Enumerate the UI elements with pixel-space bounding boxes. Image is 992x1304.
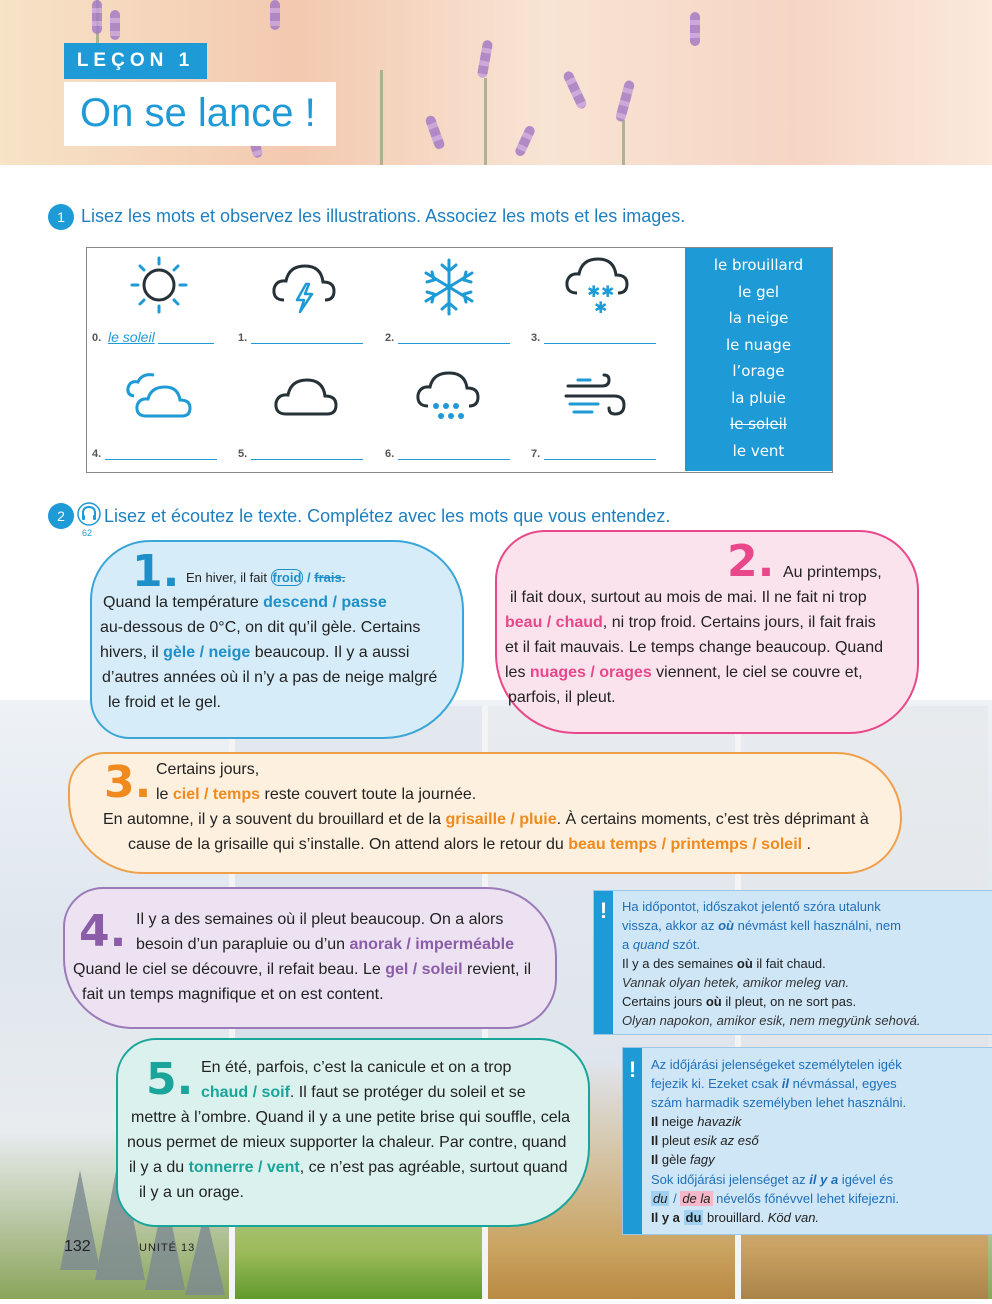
item-label: 6. bbox=[385, 448, 395, 460]
word-item: la pluie bbox=[731, 389, 786, 407]
bubble-4-line: Quand le ciel se découvre, il refait beau. Le gel / soleil revient, il bbox=[73, 961, 532, 978]
item-label: 2. bbox=[385, 332, 395, 344]
grammar-note-1: ! Ha időpontot, időszakot jelentő szóra utalunk vissza, akkor az où névmást kell használni, nem a quand szót. Il y a des semaines où il fait chaud. Vannak olyan hetek, amikor meleg van. Certains jours où il pleut, on ne sort pas. Olyan napokon, amikor esik, nem megyünk sehová. bbox=[593, 890, 992, 1035]
choice-option[interactable]: gèle / neige bbox=[163, 644, 251, 661]
answer-example: le soleil bbox=[108, 329, 155, 345]
bubble-2-line: les nuages / orages viennent, le ciel se couvre et, bbox=[505, 664, 863, 681]
bubble-5-line: En été, parfois, c’est la canicule et on a trop bbox=[201, 1059, 512, 1076]
bubble-5-line: il y a un orage. bbox=[139, 1184, 244, 1201]
bubble-3-line: le ciel / temps reste couvert toute la journée. bbox=[156, 786, 477, 803]
bubble-1-line: En hiver, il fait froid / frais. bbox=[186, 570, 346, 585]
bubble-3-line: cause de la grisaille qui s’installe. On attend alors le retour du beau temps / printemps / soleil . bbox=[128, 836, 811, 853]
bubble-1-line: le froid et le gel. bbox=[108, 694, 221, 711]
item-label: 4. bbox=[92, 448, 102, 460]
exercise-instruction: Lisez et écoutez le texte. Complétez avec les mots que vous entendez. bbox=[104, 506, 671, 526]
answer-blank[interactable] bbox=[105, 459, 217, 460]
word-item-used: le soleil bbox=[730, 415, 787, 433]
choice-option[interactable]: chaud / soif bbox=[201, 1084, 290, 1101]
rain-cloud-icon bbox=[414, 370, 484, 430]
bubble-5-line: nous permet de mieux supporter la chaleur. Par contre, quand bbox=[127, 1134, 567, 1151]
word-item: l’orage bbox=[732, 362, 785, 380]
bubble-1-line: hivers, il gèle / neige beaucoup. Il y a aussi bbox=[100, 644, 410, 661]
sun-icon bbox=[125, 255, 195, 315]
exercise-number: 2 bbox=[48, 503, 74, 529]
bubble-4-line: fait un temps magnifique et on est content. bbox=[82, 986, 384, 1003]
choice-option[interactable]: beau / chaud bbox=[505, 614, 603, 631]
answer-blank[interactable] bbox=[251, 459, 363, 460]
wind-icon bbox=[562, 372, 632, 432]
page-number: 132 bbox=[64, 1238, 91, 1255]
bubble-4-line: Il y a des semaines où il pleut beaucoup. On a alors bbox=[136, 911, 504, 928]
exercise-number: 1 bbox=[48, 204, 74, 230]
bubble-number: 5. bbox=[146, 1054, 194, 1105]
double-cloud-icon bbox=[124, 370, 194, 430]
warning-icon: ! bbox=[623, 1048, 642, 1234]
bubble-3-line: Certains jours, bbox=[156, 761, 260, 778]
choice-option[interactable]: tonnerre / vent bbox=[188, 1159, 300, 1176]
answer-blank[interactable] bbox=[398, 459, 510, 460]
choice-option[interactable]: anorak / imperméable bbox=[349, 936, 515, 953]
exercise-instruction: Lisez les mots et observez les illustrations. Associez les mots et les images. bbox=[81, 206, 686, 226]
bubble-number: 2. bbox=[727, 536, 775, 587]
snow-cloud-icon bbox=[563, 253, 633, 313]
bubble-1-line: d’autres années où il n’y a pas de neige malgré bbox=[102, 669, 438, 686]
storm-cloud-icon bbox=[270, 258, 340, 318]
item-label: 7. bbox=[531, 448, 541, 460]
word-item: le nuage bbox=[725, 336, 792, 354]
bubble-5-line: il y a du tonnerre / vent, ce n’est pas agréable, surtout quand bbox=[129, 1159, 568, 1176]
answer-blank[interactable] bbox=[398, 343, 510, 344]
choice-option[interactable]: descend / passe bbox=[263, 594, 387, 611]
chosen-answer: froid bbox=[272, 570, 302, 585]
item-label: 3. bbox=[531, 332, 541, 344]
bubble-2-line: Au printemps, bbox=[783, 564, 882, 581]
unit-label: UNITÉ 13 bbox=[139, 1242, 196, 1254]
choice-option[interactable]: gel / soleil bbox=[385, 961, 463, 978]
bubble-5-line: chaud / soif. Il faut se protéger du soleil et se bbox=[201, 1084, 526, 1101]
choice-option[interactable]: nuages / orages bbox=[529, 664, 652, 681]
word-item: le brouillard bbox=[713, 256, 804, 274]
bubble-2-line: il fait doux, surtout au mois de mai. Il ne fait ni trop bbox=[510, 589, 867, 606]
item-label: 5. bbox=[238, 448, 248, 460]
word-item: le vent bbox=[732, 442, 785, 460]
grammar-note-2: ! Az időjárási jelenségeket személytelen igék fejezik ki. Ezeket csak il névmással, egyes szám harmadik személyben lehet használni. Il neige havazik Il pleut esik az eső Il gèle fagy Sok időjárási jelenséget az il y a igével és du / de la névelős főnévvel lehet kifejezni. Il y a du brouillard. Köd van. bbox=[622, 1047, 992, 1235]
answer-blank[interactable] bbox=[544, 459, 656, 460]
cloud-icon bbox=[270, 370, 340, 430]
item-label: 0. bbox=[92, 332, 102, 344]
answer-blank[interactable] bbox=[544, 343, 656, 344]
bubble-number: 4. bbox=[79, 906, 127, 957]
word-bank bbox=[685, 248, 832, 471]
answer-blank[interactable] bbox=[251, 343, 363, 344]
choice-option[interactable]: grisaille / pluie bbox=[445, 811, 557, 828]
headphones-icon[interactable] bbox=[77, 502, 101, 531]
bubble-2-line: parfois, il pleut. bbox=[508, 689, 616, 706]
svg-text:✱: ✱ bbox=[587, 282, 601, 301]
bubble-number: 3. bbox=[104, 757, 152, 808]
track-number: 62 bbox=[82, 528, 93, 538]
word-item: la neige bbox=[728, 309, 789, 327]
bubble-3-line: En automne, il y a souvent du brouillard et de la grisaille / pluie. À certains moments, c’est très déprimant à bbox=[103, 811, 869, 828]
bubble-2-line: et il fait mauvais. Le temps change beaucoup. Quand bbox=[505, 639, 884, 656]
bubble-1-line: Quand la température descend / passe bbox=[103, 594, 387, 611]
choice-option[interactable]: beau temps / printemps / soleil bbox=[568, 836, 803, 853]
lesson-label: LEÇON 1 bbox=[64, 43, 207, 79]
page-title: On se lance ! bbox=[64, 82, 336, 146]
bubble-4-line: besoin d’un parapluie ou d’un anorak / imperméable bbox=[136, 936, 515, 953]
warning-icon: ! bbox=[594, 891, 613, 1034]
bubble-1-line: au-dessous de 0°C, on dit qu’il gèle. Certains bbox=[100, 619, 421, 636]
choice-option[interactable]: ciel / temps bbox=[172, 786, 261, 803]
snowflake-icon bbox=[414, 256, 484, 316]
bubble-2-line: beau / chaud, ni trop froid. Certains jours, il fait frais bbox=[505, 614, 876, 631]
item-label: 1. bbox=[238, 332, 248, 344]
svg-text:✱: ✱ bbox=[594, 298, 608, 315]
bubble-number: 1. bbox=[132, 546, 180, 597]
text-bubble-4 bbox=[63, 887, 557, 1029]
bubble-5-line: mettre à l’ombre. Quand il y a une petite brise qui souffle, cela bbox=[131, 1109, 571, 1126]
word-item: le gel bbox=[737, 283, 780, 301]
svg-text:✱: ✱ bbox=[601, 282, 615, 301]
